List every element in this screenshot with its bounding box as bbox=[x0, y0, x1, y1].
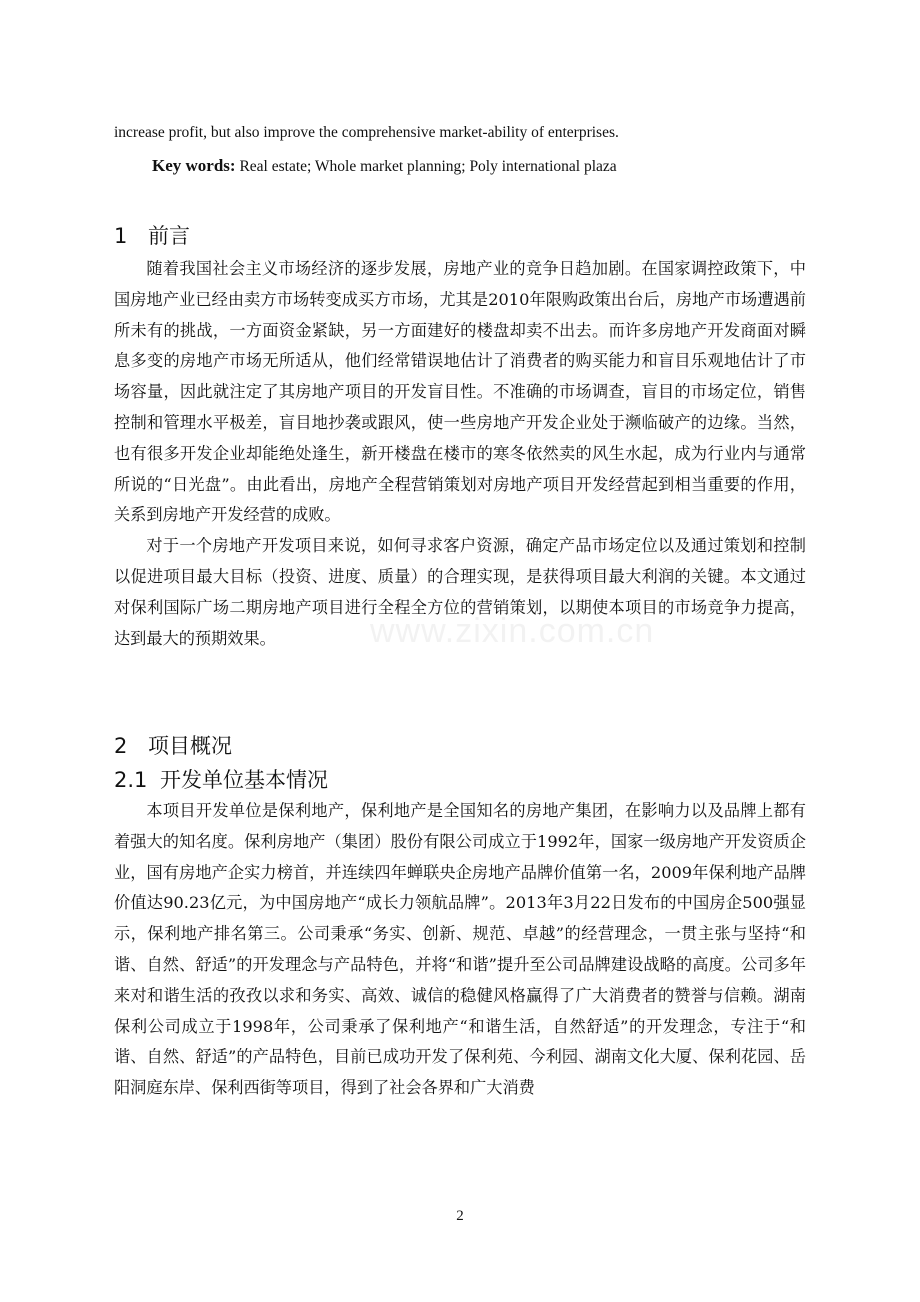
keywords-label: Key words: bbox=[152, 156, 236, 175]
section-2-1-paragraph-1: 本项目开发单位是保利地产，保利地产是全国知名的房地产集团，在影响力以及品牌上都有着强大的知名度。保利房地产（集团）股份有限公司成立于1992年，国家一级房地产开发资质企业，国有房地产企实力榜首，并连续四年蝉联央企房地产品牌价值第一名，2009年保利地产品牌价值达90.23亿元，为中国房地产“成长力领航品牌”。2013年3月22日发布的中国房企500强显示，保利地产排名第三。公司秉承“务实、创新、规范、卓越”的经营理念，一贯主张与坚持“和谐、自然、舒适”的开发理念与产品特色，并将“和谐”提升至公司品牌建设战略的高度。公司多年来对和谐生活的孜孜以求和务实、高效、诚信的稳健风格赢得了广大消费者的赞誉与信赖。湖南保利公司成立于1998年，公司秉承了保利地产“和谐生活，自然舒适”的开发理念，专注于“和谐、自然、舒适”的产品特色，目前已成功开发了保利苑、今利园、湖南文化大厦、保利花园、岳阳洞庭东岸、保利西街等项目，得到了社会各界和广大消费 bbox=[114, 801, 806, 1098]
section-1-number: 1 bbox=[114, 224, 128, 248]
section-2-number: 2 bbox=[114, 734, 128, 758]
section-2-1-number: 2.1 bbox=[114, 768, 148, 792]
section-2-heading bbox=[114, 730, 232, 760]
section-1-body bbox=[114, 254, 806, 654]
section-2-title: 项目概况 bbox=[148, 734, 232, 758]
keywords-line bbox=[152, 156, 852, 176]
watermark: www.zixin.com.cn bbox=[370, 612, 655, 650]
section-1-paragraph-2: 对于一个房地产开发项目来说，如何寻求客户资源，确定产品市场定位以及通过策划和控制以促进项目最大目标（投资、进度、质量）的合理实现，是获得项目最大利润的关键。本文通过对保利国际广场二期房地产项目进行全程全方位的营销策划，以期使本项目的市场竞争力提高，达到最大的预期效果。 bbox=[114, 536, 806, 648]
section-2-1-title: 开发单位基本情况 bbox=[160, 768, 328, 792]
section-1-paragraph-1: 随着我国社会主义市场经济的逐步发展，房地产业的竞争日趋加剧。在国家调控政策下，中国房地产业已经由卖方市场转变成买方市场，尤其是2010年限购政策出台后，房地产市场遭遇前所未有的挑战，一方面资金紧缺，另一方面建好的楼盘却卖不出去。而许多房地产开发商面对瞬息多变的房地产市场无所适从，他们经常错误地估计了消费者的购买能力和盲目乐观地估计了市场容量，因此就注定了其房地产项目的开发盲目性。不准确的市场调查，盲目的市场定位，销售控制和管理水平极差，盲目地抄袭或跟风，使一些房地产开发企业处于濒临破产的边缘。当然，也有很多开发企业却能绝处逢生，新开楼盘在楼市的寒冬依然卖的风生水起，成为行业内与通常所说的“日光盘”。由此看出，房地产全程营销策划对房地产项目开发经营起到相当重要的作用，关系到房地产开发经营的成败。 bbox=[114, 259, 806, 525]
section-2-1-heading bbox=[114, 764, 328, 794]
abstract-tail: increase profit, but also improve the comprehensive market-ability of enterprises. bbox=[114, 124, 619, 141]
page-number: 2 bbox=[456, 1208, 464, 1224]
keywords-text: Real estate; Whole market planning; Poly international plaza bbox=[235, 158, 617, 175]
section-2-1-body bbox=[114, 796, 806, 1104]
section-1-title: 前言 bbox=[148, 224, 190, 248]
section-1-heading bbox=[114, 220, 190, 250]
